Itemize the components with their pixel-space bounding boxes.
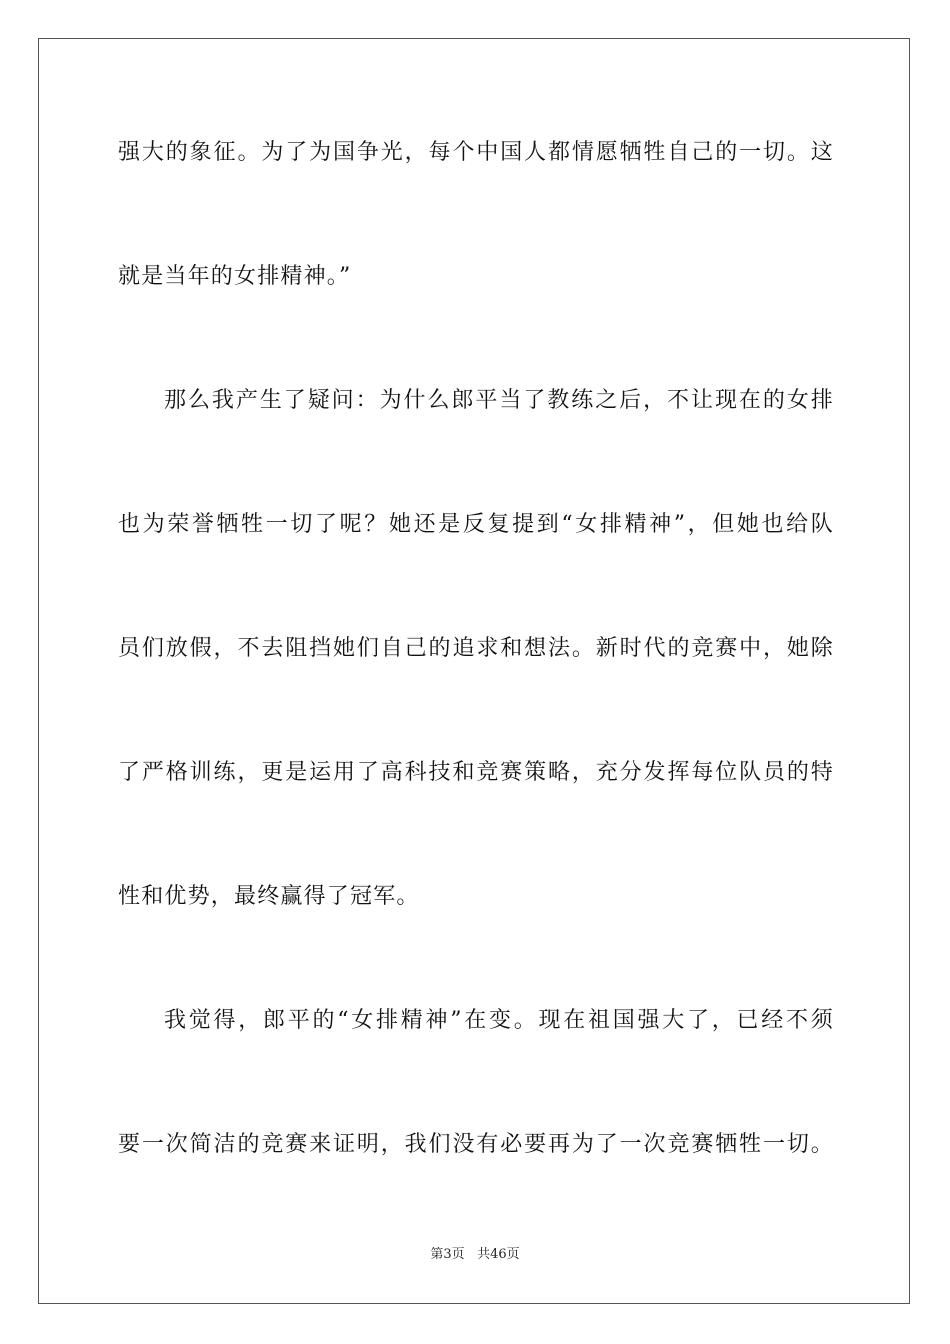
page-border <box>38 38 910 1304</box>
text-line-7: 性和优势，最终赢得了冠军。 <box>118 884 420 909</box>
page-footer <box>0 1246 950 1264</box>
text-line-6: 了严格训练，更是运用了高科技和竞赛策略，充分发挥每位队员的特 <box>118 760 834 785</box>
page-number: 第3页 <box>430 1247 465 1262</box>
page-total: 共46页 <box>477 1247 520 1262</box>
text-line-1: 强大的象征。为了为国争光，每个中国人都情愿牺牲自己的一切。这 <box>118 140 834 165</box>
text-line-4: 也为荣誉牺牲一切了呢？她还是反复提到“女排精神”，但她也给队 <box>118 512 834 537</box>
text-line-3: 那么我产生了疑问：为什么郎平当了教练之后，不让现在的女排 <box>164 388 834 413</box>
text-line-5: 员们放假，不去阻挡她们自己的追求和想法。新时代的竞赛中，她除 <box>118 636 834 661</box>
text-line-2: 就是当年的女排精神。” <box>118 264 352 289</box>
text-line-9: 要一次简洁的竞赛来证明，我们没有必要再为了一次竞赛牺牲一切。 <box>118 1132 834 1157</box>
text-line-8: 我觉得，郎平的“女排精神”在变。现在祖国强大了，已经不须 <box>164 1008 834 1033</box>
